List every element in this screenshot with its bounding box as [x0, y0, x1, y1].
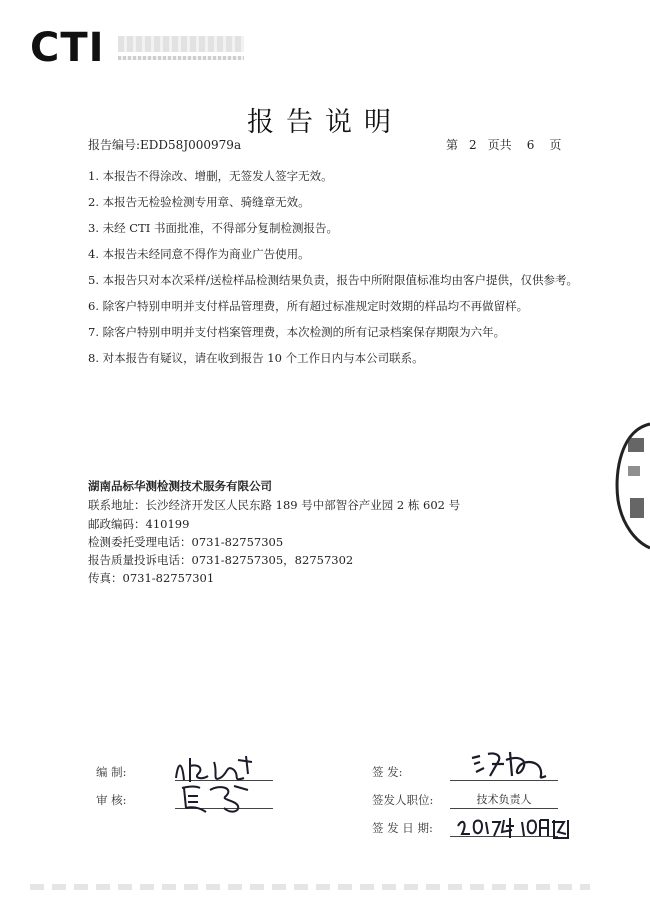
- note-item: 4. 本报告未经同意不得作为商业广告使用。: [88, 247, 310, 261]
- page-indicator: 第 2 页共 6 页: [446, 138, 562, 152]
- entrust-phone: 检测委托受理电话：0731-82757305: [88, 535, 284, 549]
- signed-by-label: 签 发:: [372, 765, 403, 779]
- company-logo-text-faded: [118, 34, 246, 64]
- signer-signature: [466, 746, 552, 784]
- note-item: 7. 除客户特别申明并支付档案管理费，本次检测的所有记录档案保存期限为六年。: [88, 325, 506, 339]
- note-item: 5. 本报告只对本次采样/送检样品检测结果负责，报告中所附限值标准均由客户提供，仅供参考。: [88, 273, 578, 287]
- reviewed-by-label: 审 核:: [96, 793, 127, 807]
- note-item: 8. 对本报告有疑议，请在收到报告 10 个工作日内与本公司联系。: [88, 351, 424, 365]
- compiled-by-label: 编 制:: [96, 765, 127, 779]
- complaint-phone: 报告质量投诉电话：0731-82757305，82757302: [88, 553, 354, 567]
- company-name: 湖南品标华测检测技术服务有限公司: [88, 479, 272, 493]
- note-item: 6. 除客户特别申明并支付样品管理费，所有超过标准规定时效期的样品均不再做留样。: [88, 299, 529, 313]
- company-postcode: 邮政编码：410199: [88, 517, 190, 531]
- issue-date-handwritten: [454, 812, 572, 842]
- note-item: 1. 本报告不得涂改、增删，无签发人签字无效。: [88, 169, 333, 183]
- fax-number: 传真：0731-82757301: [88, 571, 215, 585]
- reviewed-signature: [176, 778, 276, 816]
- note-item: 3. 未经 CTI 书面批准，不得部分复制检测报告。: [88, 221, 338, 235]
- cti-logo: CTI: [30, 25, 105, 71]
- seam-stamp: [592, 420, 650, 550]
- signer-title-label: 签发人职位:: [372, 793, 434, 807]
- company-address: 联系地址：长沙经济开发区人民东路 189 号中部智谷产业园 2 栋 602 号: [88, 498, 461, 512]
- issue-date-label: 签 发 日 期:: [372, 821, 433, 835]
- page-title: 报告说明: [247, 107, 403, 138]
- report-number: 报告编号:EDD58J000979a: [88, 138, 242, 152]
- signer-title: 技术负责人: [476, 793, 532, 806]
- note-item: 2. 本报告无检验检测专用章、骑缝章无效。: [88, 195, 310, 209]
- footer-scan-noise: [30, 884, 590, 890]
